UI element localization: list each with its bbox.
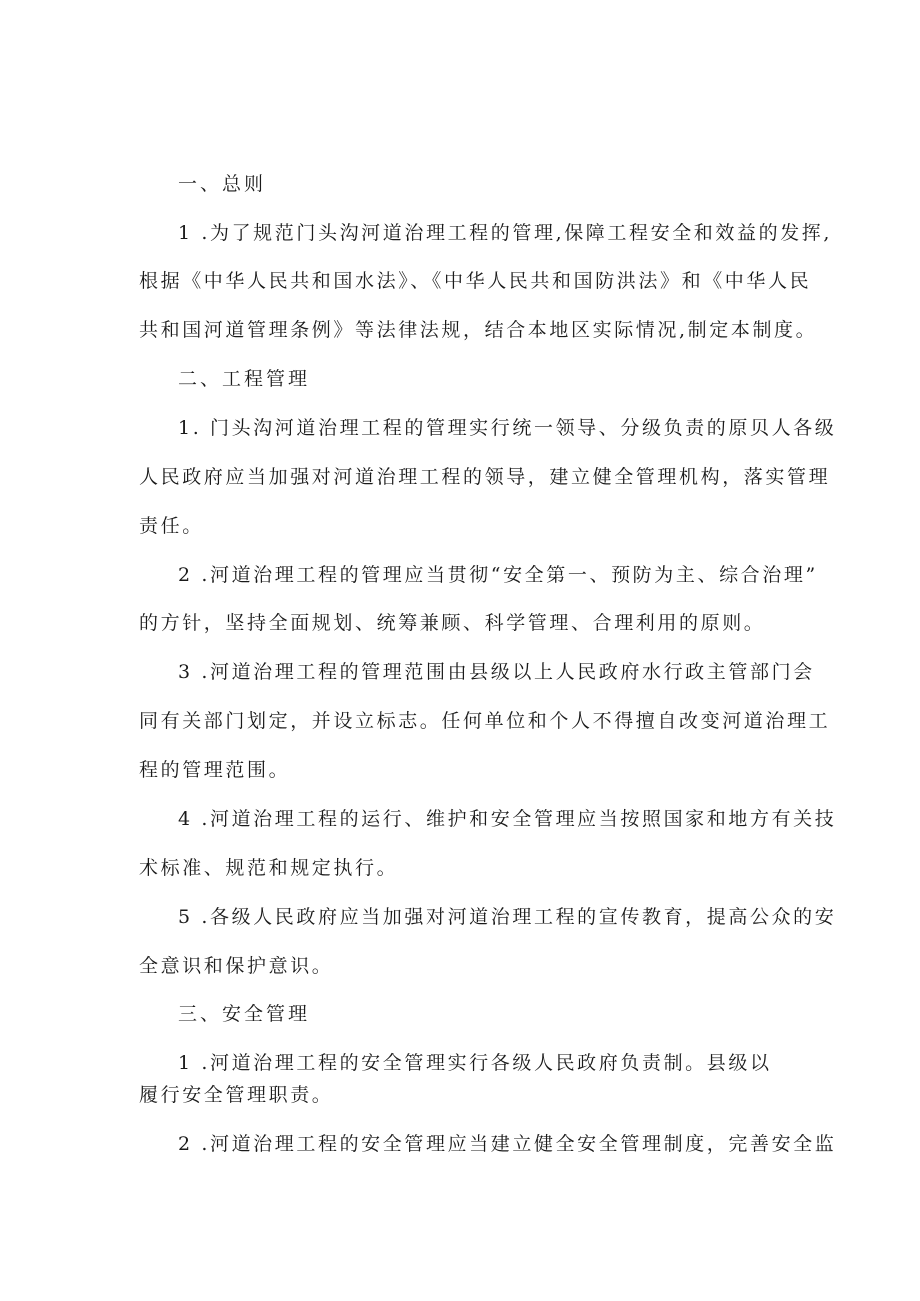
section-heading-general: 一、总则 [178,173,267,195]
paragraph-line: 全意识和保护意识。 [139,955,334,977]
paragraph-line: 术标准、规范和规定执行。 [139,857,399,879]
paragraph-line: 根据《中华人民共和国水法》、《中华人民共和国防洪法》和《中华人民 [139,270,812,292]
paragraph-line: 5 .各级人民政府应当加强对河道治理工程的宣传教育，提高公众的安 [178,906,837,928]
paragraph-line: 4 .河道治理工程的运行、维护和安全管理应当按照国家和地方有关技 [178,808,837,830]
paragraph-line: 2 .河道治理工程的安全管理应当建立健全安全管理制度，完善安全监 [178,1133,837,1155]
paragraph-line: 1 .为了规范门头沟河道治理工程的管理,保障工程安全和效益的发挥, [178,222,833,244]
paragraph-line: 程的管理范围。 [139,759,291,781]
paragraph-line: 2 .河道治理工程的管理应当贯彻“安全第一、预防为主、综合治理” [178,564,818,586]
paragraph-line: 共和国河道管理条例》等法律法规，结合本地区实际情况,制定本制度。 [139,319,818,341]
paragraph-line: 履行安全管理职责。 [139,1084,334,1106]
paragraph-line: 3 .河道治理工程的管理范围由县级以上人民政府水行政主管部门会 [178,661,815,683]
paragraph-line: 同有关部门划定，并设立标志。任何单位和个人不得擅自改变河道治理工 [139,710,831,732]
section-heading-safety: 三、安全管理 [178,1003,311,1025]
paragraph-line: 1. 门头沟河道治理工程的管理实行统一领导、分级负责的原贝人各级 [178,417,837,439]
paragraph-line: 1 .河道治理工程的安全管理实行各级人民政府负责制。县级以 [178,1052,772,1074]
paragraph-line: 人民政府应当加强对河道治理工程的领导，建立健全管理机构，落实管理 [139,466,831,488]
section-heading-engineering: 二、工程管理 [178,368,311,390]
paragraph-line: 责任。 [139,515,204,537]
paragraph-line: 的方针，坚持全面规划、统筹兼顾、科学管理、合理利用的原则。 [139,612,766,634]
